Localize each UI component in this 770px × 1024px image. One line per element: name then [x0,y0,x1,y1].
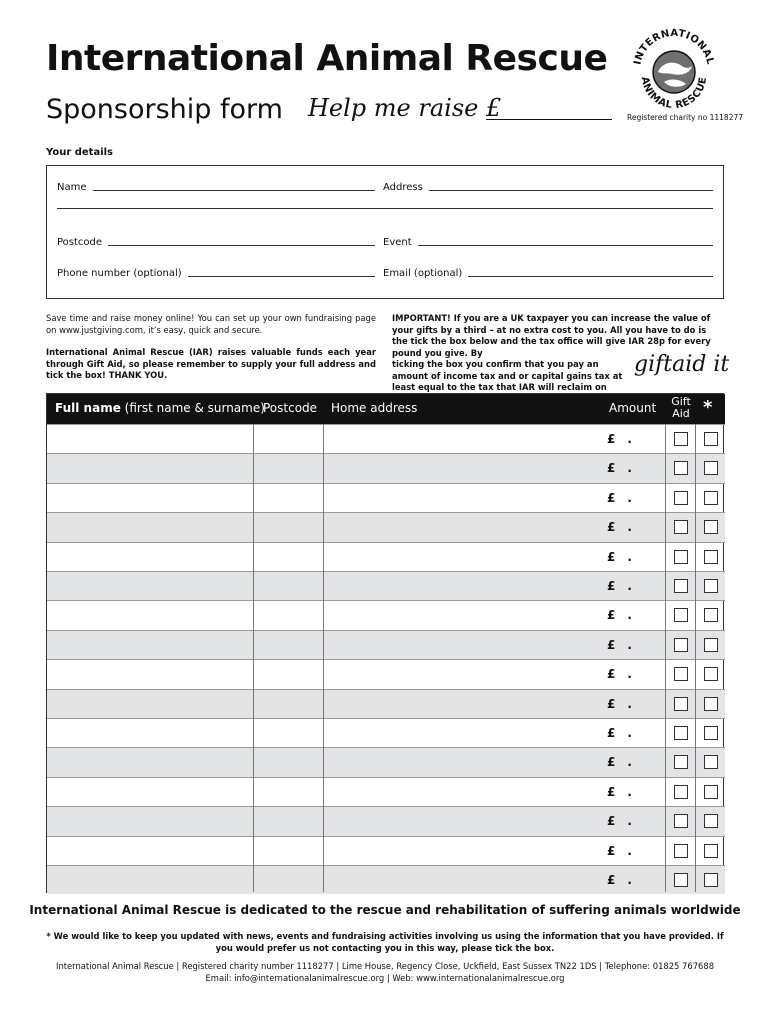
postcode-field[interactable] [57,237,375,248]
table-row[interactable] [47,777,725,806]
gift-aid-checkbox[interactable] [674,667,688,681]
amount-cell[interactable] [607,550,632,564]
gift-aid-checkbox[interactable] [674,579,688,593]
your-details-heading: Your details [46,147,114,158]
help-me-raise-label: Help me raise £ [308,94,502,122]
contact-optout-checkbox[interactable] [704,491,718,505]
amount-cell[interactable] [607,785,632,799]
address-line-2-field[interactable] [57,208,713,211]
header-full-name: Full name (first name & surname) [55,401,265,415]
decimal-point: . [627,784,632,799]
currency-symbol: £ [607,637,616,652]
decimal-point: . [627,726,632,740]
email-field[interactable] [383,268,713,279]
gift-aid-checkbox[interactable] [674,550,688,564]
column-divider [695,424,696,892]
currency-symbol: £ [607,784,616,799]
amount-cell[interactable] [607,697,632,711]
gift-aid-checkbox[interactable] [674,638,688,652]
table-header [47,394,725,424]
your-details-box [46,165,724,299]
gift-aid-checkbox[interactable] [674,873,688,887]
table-row[interactable] [47,483,725,512]
gift-aid-reminder-text: International Animal Rescue (IAR) raises valuable funds each year through Gift Aid, so please remember to supply your full address and tick the box! THANK YOU. [46,347,376,380]
gift-aid-checkbox[interactable] [674,785,688,799]
gift-aid-checkbox[interactable] [674,755,688,769]
decimal-point: . [627,755,632,770]
address-label: Address [383,182,423,193]
table-row[interactable] [47,542,725,571]
table-row[interactable] [47,865,725,894]
gift-aid-checkbox[interactable] [674,520,688,534]
decimal-point: . [627,432,632,446]
footer [20,961,750,984]
currency-symbol: £ [607,667,616,682]
currency-symbol: £ [607,549,616,564]
important-text-tail: ticking the box you confirm that you pay an amount of income tax and or capital gains tax at least equal to the tax that IAR will reclaim on [392,359,623,392]
contact-optout-checkbox[interactable] [704,785,718,799]
footer-address-line: International Animal Rescue | Registered charity number 1118277 | Lime House, Regency Close, Uckfield, East Sussex TN22 1DS | Telephone: 01825 767688 [55,961,715,971]
decimal-point: . [627,520,632,535]
currency-symbol: £ [607,608,616,623]
decimal-point: . [627,608,632,623]
contact-optout-checkbox[interactable] [704,755,718,769]
table-row[interactable] [47,600,725,629]
contact-optout-checkbox[interactable] [704,520,718,534]
table-row[interactable] [47,453,725,482]
table-row[interactable] [47,659,725,688]
event-field[interactable] [383,237,713,248]
contact-optout-checkbox[interactable] [704,608,718,622]
contact-optout-checkbox[interactable] [704,461,718,475]
contact-preference-note: * We would like to keep you updated with news, events and fundraising activities involving us using the information that you have provided. If you would prefer us not contacting you in this way, please tick the box. [46,931,724,953]
decimal-point: . [627,549,632,564]
gift-aid-checkbox[interactable] [674,814,688,828]
event-label: Event [383,237,412,248]
amount-cell[interactable] [607,608,632,622]
info-left-column [46,313,376,393]
table-row[interactable] [47,718,725,747]
amount-cell[interactable] [607,755,632,769]
phone-label: Phone number (optional) [57,268,182,279]
iar-logo [628,24,720,116]
gift-aid-checkbox[interactable] [674,461,688,475]
giftaid-it-logo: giftaid it [634,352,730,377]
decimal-point: . [627,696,632,711]
gift-aid-checkbox[interactable] [674,491,688,505]
dedication-statement: International Animal Rescue is dedicated to the rescue and rehabilitation of suffering animals worldwide [29,903,741,917]
gift-aid-checkbox[interactable] [674,432,688,446]
contact-optout-checkbox[interactable] [704,638,718,652]
amount-cell[interactable] [607,432,632,446]
contact-optout-checkbox[interactable] [704,667,718,681]
amount-cell[interactable] [607,491,632,505]
address-field[interactable] [383,182,713,193]
contact-optout-checkbox[interactable] [704,814,718,828]
gift-aid-checkbox[interactable] [674,844,688,858]
sponsorship-table [46,393,724,893]
table-row[interactable] [47,630,725,659]
currency-symbol: £ [607,461,616,476]
important-text: IMPORTANT! If you are a UK taxpayer you can increase the value of your gifts by a third – at no extra cost to you. All you have to do is the tick the box below and the tax office will give IAR 28p for every pound you give. By [392,313,711,358]
amount-cell[interactable] [607,814,632,828]
logo-text-top: INTERNATIONAL [632,27,716,66]
amount-cell[interactable] [607,844,632,858]
decimal-point: . [627,579,632,593]
email-label: Email (optional) [383,268,463,279]
table-row[interactable] [47,806,725,835]
currency-symbol: £ [607,579,616,593]
amount-cell[interactable] [607,873,632,887]
name-field[interactable] [57,182,375,193]
justgiving-text: Save time and raise money online! You can set up your own fundraising page on www.justgiving.com, it’s easy, quick and secure. [46,313,376,335]
amount-cell[interactable] [607,461,632,475]
contact-optout-checkbox[interactable] [704,873,718,887]
logo-text-bottom: ANIMAL RESCUE [638,75,710,112]
table-row[interactable] [47,424,725,453]
currency-symbol: £ [607,696,616,711]
currency-symbol: £ [607,755,616,770]
decimal-point: . [627,637,632,652]
contact-optout-checkbox[interactable] [704,432,718,446]
name-label: Name [57,182,87,193]
decimal-point: . [627,490,632,505]
currency-symbol: £ [607,873,616,887]
currency-symbol: £ [607,843,616,858]
currency-symbol: £ [607,520,616,535]
amount-cell[interactable] [607,579,632,593]
form-subtitle: Sponsorship form [46,94,283,125]
amount-cell[interactable] [607,520,632,534]
contact-optout-checkbox[interactable] [704,697,718,711]
decimal-point: . [627,873,632,887]
column-divider [665,424,666,892]
amount-cell[interactable] [607,667,632,681]
currency-symbol: £ [607,432,616,446]
target-amount-line[interactable] [486,119,612,120]
phone-field[interactable] [57,268,375,279]
contact-optout-checkbox[interactable] [704,726,718,740]
amount-cell[interactable] [607,726,632,740]
column-divider [253,424,254,892]
postcode-label: Postcode [57,237,103,248]
decimal-point: . [627,843,632,858]
header-postcode: Postcode [263,401,318,415]
header-amount: Amount [609,401,657,415]
header-gift-aid: Gift Aid [671,395,691,420]
page-title: International Animal Rescue [46,38,608,79]
table-row[interactable] [47,512,725,541]
currency-symbol: £ [607,490,616,505]
table-row[interactable] [47,836,725,865]
contact-optout-checkbox[interactable] [704,579,718,593]
currency-symbol: £ [607,814,616,829]
contact-optout-checkbox[interactable] [704,550,718,564]
footer-contact-line: Email: info@internationalanimalrescue.org | Web: www.internationalanimalrescue.org [205,972,565,983]
currency-symbol: £ [607,726,616,740]
amount-cell[interactable] [607,638,632,652]
gift-aid-checkbox[interactable] [674,608,688,622]
gift-aid-checkbox[interactable] [674,697,688,711]
header-star: * [703,397,713,418]
decimal-point: . [627,814,632,829]
gift-aid-checkbox[interactable] [674,726,688,740]
registered-charity-number: Registered charity no 1118277 [627,113,744,122]
decimal-point: . [627,667,632,682]
column-divider [323,424,324,892]
header-home-address: Home address [331,401,418,415]
table-row[interactable] [47,689,725,718]
contact-optout-checkbox[interactable] [704,844,718,858]
decimal-point: . [627,461,632,476]
table-row[interactable] [47,571,725,600]
table-row[interactable] [47,747,725,776]
